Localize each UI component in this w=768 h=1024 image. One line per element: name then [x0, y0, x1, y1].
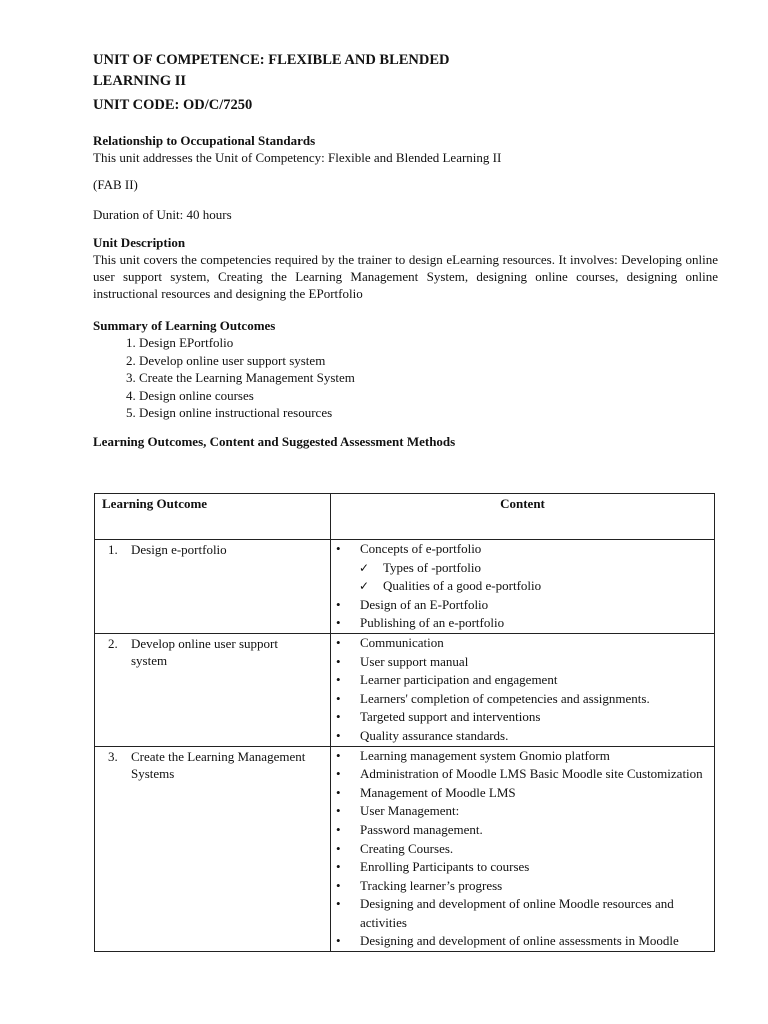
content-item: • Quality assurance standards.: [331, 727, 714, 746]
summary-item: 1. Design EPortfolio: [139, 334, 718, 352]
content-cell: [331, 633, 715, 746]
content-item: • Enrolling Participants to courses: [331, 858, 714, 877]
content-list: [331, 634, 714, 746]
relationship-text: This unit addresses the Unit of Competency: Flexible and Blended Learning II: [93, 150, 502, 165]
content-item: • Concepts of e-portfolio: [331, 540, 714, 559]
content-cell: [331, 746, 715, 952]
table-body: [95, 540, 715, 952]
document-page: [93, 50, 718, 949]
summary-item: 5. Design online instructional resources: [139, 404, 718, 422]
summary-item: 4. Design online courses: [139, 387, 718, 405]
header-content: Content: [331, 494, 715, 540]
content-item: • Publishing of an e-portfolio: [331, 614, 714, 633]
content-item: • Management of Moodle LMS: [331, 784, 714, 803]
content-item: • Communication: [331, 634, 714, 653]
table-row: [95, 540, 715, 634]
content-subitem: ✓ Types of -portfolio: [331, 559, 714, 578]
summary-item: 2. Develop online user support system: [139, 352, 718, 370]
unit-code: UNIT CODE: OD/C/7250: [93, 97, 253, 113]
header-learning-outcome: Learning Outcome: [95, 494, 331, 540]
content-item: • User Management:: [331, 802, 714, 821]
outcome-number: 3.: [108, 748, 118, 764]
content-item: • Learning management system Gnomio platform: [331, 747, 714, 766]
outcome-number: 1.: [108, 542, 118, 557]
content-item: • User support manual: [331, 653, 714, 672]
learning-outcome-cell: [95, 746, 331, 952]
table-header-row: [95, 494, 715, 540]
table-row: [95, 633, 715, 746]
description-text: This unit covers the competencies required by the trainer to design eLearning resources. It involves: Developing online user support system, Creating the Learning Management System, designing online courses, designing online instructional resources and designing the EPortfolio: [93, 252, 718, 301]
outcome-text-continued: system: [131, 652, 168, 668]
outcome-text-continued: Systems: [131, 765, 175, 781]
content-item: • Administration of Moodle LMS Basic Moodle site Customization: [331, 765, 714, 784]
summary-item: 3. Create the Learning Management System: [139, 369, 718, 387]
outcome-number: 2.: [108, 635, 118, 651]
content-item: • Targeted support and interventions: [331, 708, 714, 727]
summary-list: [93, 334, 718, 422]
content-item: • Design of an E-Portfolio: [331, 596, 714, 615]
content-item: • Learners' completion of competencies and assignments.: [331, 690, 714, 709]
content-item: • Learner participation and engagement: [331, 671, 714, 690]
content-cell: [331, 540, 715, 634]
content-item: • Tracking learner’s progress: [331, 877, 714, 896]
unit-title-line1: UNIT OF COMPETENCE: FLEXIBLE AND BLENDED: [93, 52, 450, 68]
outcomes-table: [94, 493, 715, 952]
outcome-text: Create the Learning Management: [131, 748, 306, 764]
content-list: [331, 747, 714, 952]
unit-title-line2: LEARNING II: [93, 73, 187, 89]
content-item: • Password management.: [331, 821, 714, 840]
summary-title: Summary of Learning Outcomes: [93, 318, 276, 333]
outcome-text: Design e-portfolio: [131, 542, 227, 557]
description-title: Unit Description: [93, 235, 186, 250]
outcomes-section-title: Learning Outcomes, Content and Suggested Assessment Methods: [93, 433, 456, 449]
unit-title: [93, 50, 718, 92]
relationship-abbr: (FAB II): [93, 177, 138, 192]
outcome-text: Develop online user support: [131, 635, 278, 651]
learning-outcome-cell: [95, 633, 331, 746]
relationship-title: Relationship to Occupational Standards: [93, 133, 316, 148]
learning-outcome-cell: [95, 540, 331, 634]
content-subitem: ✓ Qualities of a good e-portfolio: [331, 577, 714, 596]
content-item: • Designing and development of online assessments in Moodle: [331, 932, 714, 951]
content-item: • Designing and development of online Moodle resources and activities: [331, 895, 714, 932]
unit-duration: Duration of Unit: 40 hours: [93, 207, 232, 222]
content-item: • Creating Courses.: [331, 840, 714, 859]
content-list: [331, 540, 714, 633]
table-row: [95, 746, 715, 952]
